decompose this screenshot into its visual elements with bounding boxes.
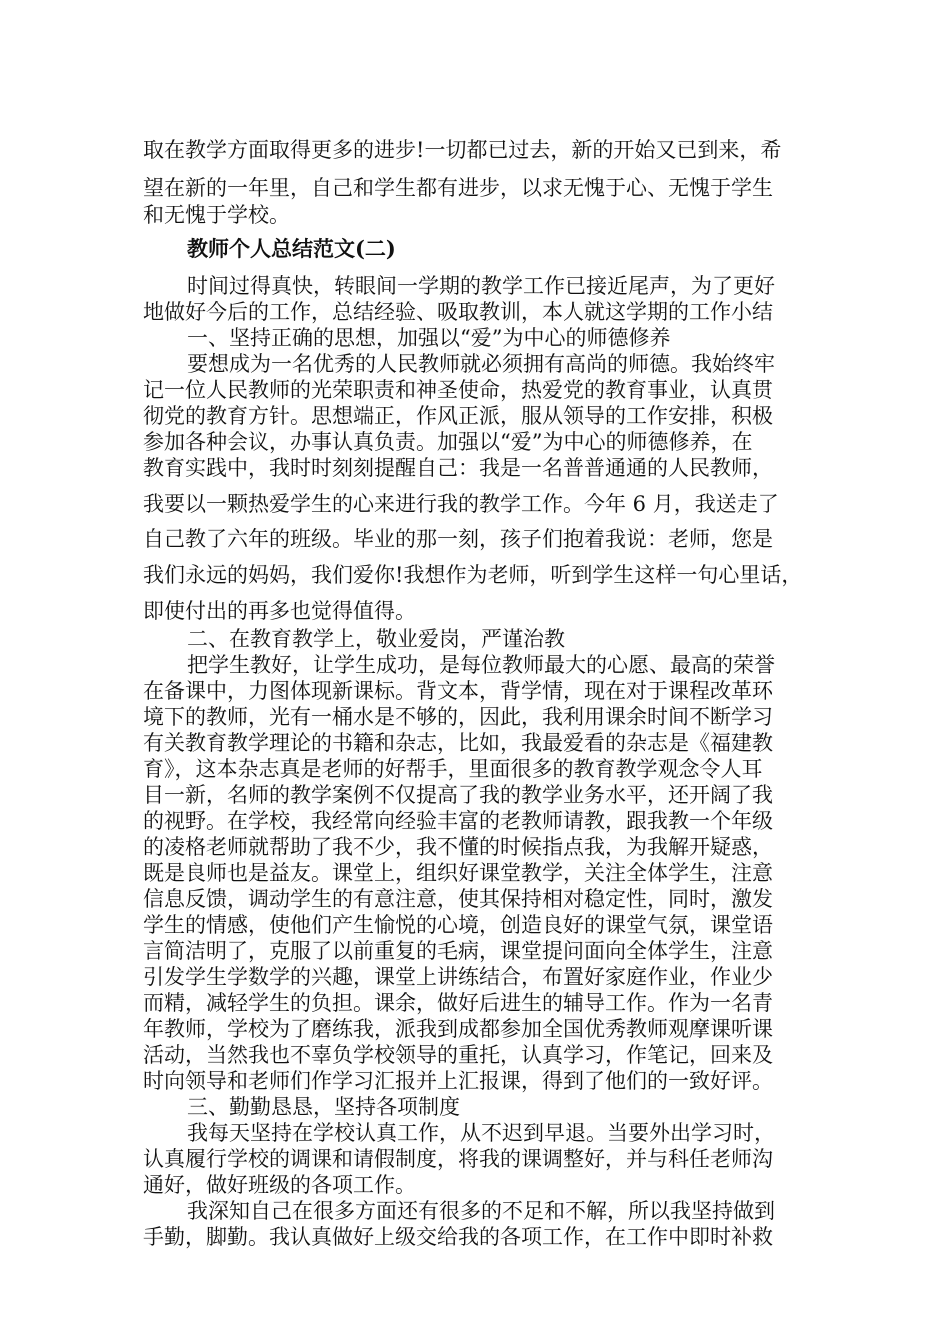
subheading: 三、勤勤恳恳，坚持各项制度 [187,1095,460,1119]
subheading: 二、在教育教学上，敬业爱岗，严谨治教 [187,627,565,651]
subheading: 一、坚持正确的思想，加强以“爱”为中心的师德修养 [187,326,671,350]
text-line: 学生的情感，使他们产生愉悦的心境，创造良好的课堂气氛，课堂语 [143,913,773,937]
text-line: 而精，减轻学生的负担。课余，做好后进生的辅导工作。作为一名青 [143,991,773,1015]
text-line: 境下的教师，光有一桶水是不够的，因此，我利用课余时间不断学习 [143,705,773,729]
text-line: 记一位人民教师的光荣职责和神圣使命，热爱党的教育事业，认真贯 [143,378,773,402]
section-title: 教师个人总结范文(二) [187,236,396,261]
text-line: 和无愧于学校。 [143,203,290,227]
text-line: 参加各种会议，办事认真负责。加强以“爱”为中心的师德修养，在 [143,430,753,454]
text-line: 地做好今后的工作，总结经验、吸取教训，本人就这学期的工作小结 [143,300,773,324]
text-line: 通好，做好班级的各项工作。 [143,1173,416,1197]
text-line: 我每天坚持在学校认真工作，从不迟到早退。当要外出学习时， [187,1121,775,1145]
text-line: 的凌格老师就帮助了我不少，我不懂的时候指点我，为我解开疑惑， [143,835,773,859]
text-line: 在备课中，力图体现新课标。背文本，背学情，现在对于课程改革环 [143,679,773,703]
text-line: 活动，当然我也不辜负学校领导的重托，认真学习，作笔记，回来及 [143,1043,773,1067]
text-line: 年教师，学校为了磨练我，派我到成都参加全国优秀教师观摩课听课 [143,1017,773,1041]
text-line: 信息反馈，调动学生的有意注意，使其保持相对稳定性，同时，激发 [143,887,773,911]
text-line: 要想成为一名优秀的人民教师就必须拥有高尚的师德。我始终牢 [187,352,775,376]
text-line: 我深知自己在很多方面还有很多的不足和不解，所以我坚持做到 [187,1199,775,1223]
text-line: 我们永远的妈妈，我们爱你!我想作为老师，听到学生这样一句心里话， [143,563,803,587]
text-line: 引发学生学数学的兴趣，课堂上讲练结合，布置好家庭作业，作业少 [143,965,773,989]
text-line: 既是良师也是益友。课堂上，组织好课堂教学，关注全体学生，注意 [143,861,773,885]
text-line: 彻党的教育方针。思想端正，作风正派，服从领导的工作安排，积极 [143,404,773,428]
text-line: 时间过得真快，转眼间一学期的教学工作已接近尾声，为了更好 [187,274,775,298]
text-line: 即使付出的再多也觉得值得。 [143,599,416,623]
text-line: 望在新的一年里，自己和学生都有进步，以求无愧于心、无愧于学生 [143,176,773,200]
text-line: 的视野。在学校，我经常向经验丰富的老教师请教，跟我教一个年级 [143,809,773,833]
text-line: 目一新，名师的教学案例不仅提高了我的教学业务水平，还开阔了我 [143,783,773,807]
text-line: 时向领导和老师们作学习汇报并上汇报课，得到了他们的一致好评。 [143,1069,773,1093]
text-line: 有关教育教学理论的书籍和杂志，比如，我最爱看的杂志是《福建教 [143,731,773,755]
text-line: 自己教了六年的班级。毕业的那一刻，孩子们抱着我说：老师，您是 [143,527,773,551]
text-line: 认真履行学校的调课和请假制度，将我的课调整好，并与科任老师沟 [143,1147,773,1171]
text-line: 手勤，脚勤。我认真做好上级交给我的各项工作，在工作中即时补救 [143,1225,773,1249]
text-line: 把学生教好，让学生成功，是每位教师最大的心愿、最高的荣誉 [187,653,775,677]
text-line: 我要以一颗热爱学生的心来进行我的教学工作。今年 6 月，我送走了 [143,492,779,516]
text-line: 言简洁明了，克服了以前重复的毛病，课堂提问面向全体学生，注意 [143,939,773,963]
text-line: 教育实践中，我时时刻刻提醒自己：我是一名普普通通的人民教师， [143,456,773,480]
text-line: 育》，这本杂志真是老师的好帮手，里面很多的教育教学观念令人耳 [143,757,763,781]
text-line: 取在教学方面取得更多的进步!一切都已过去，新的开始又已到来，希 [143,138,782,162]
